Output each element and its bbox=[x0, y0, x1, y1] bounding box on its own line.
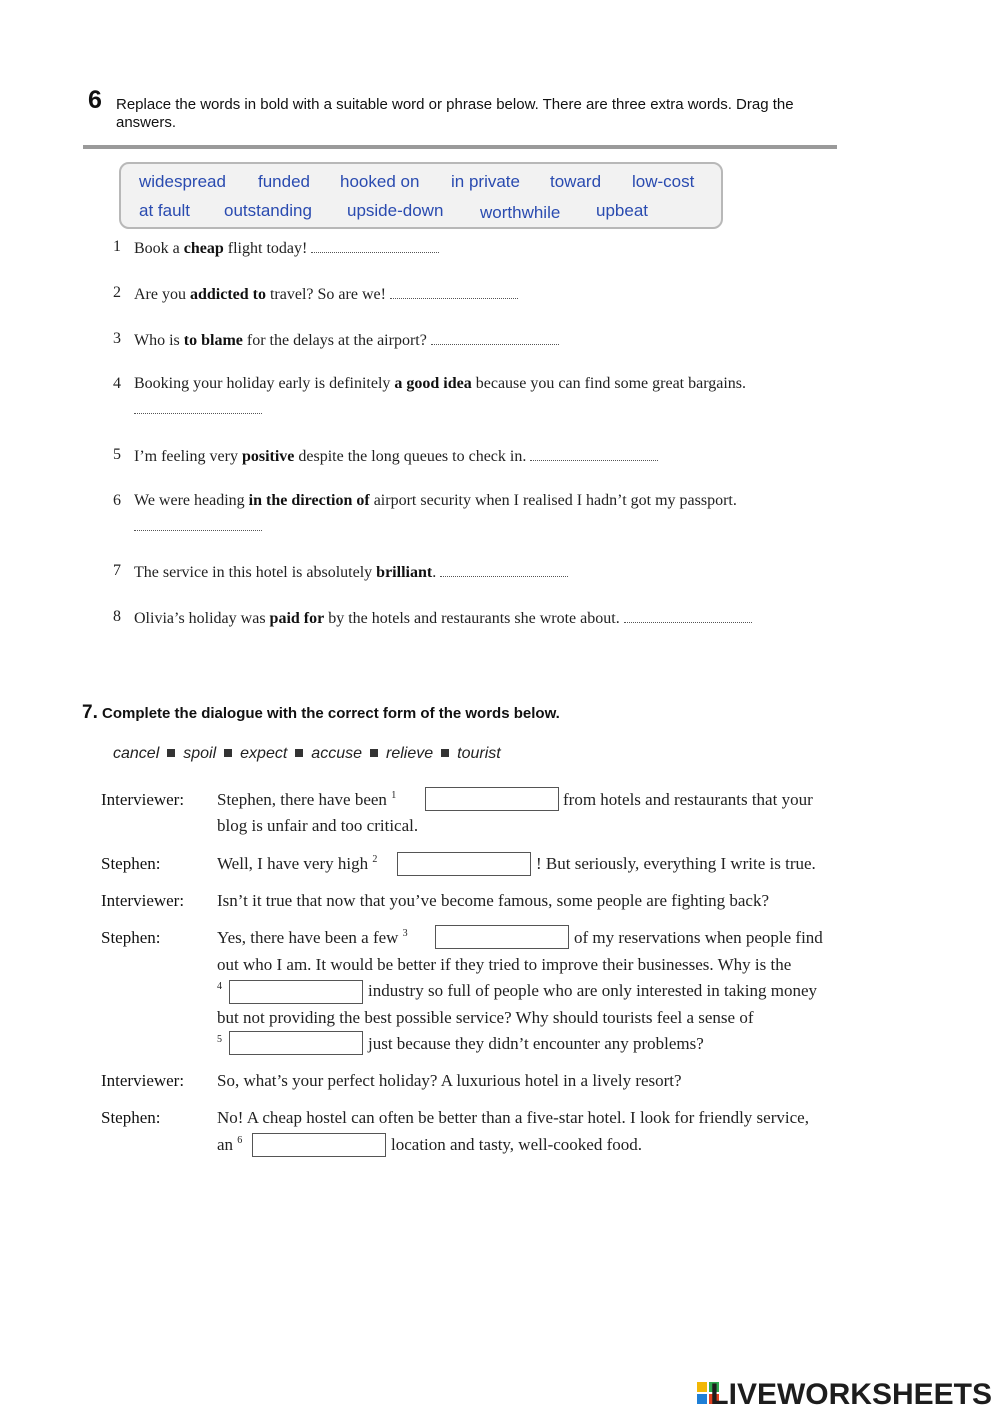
word-list-item: expect bbox=[240, 745, 288, 762]
speaker-label: Interviewer: bbox=[101, 1071, 185, 1090]
exercise-7-number: 7. bbox=[82, 702, 98, 723]
dialogue-line: No! A cheap hostel can often be better than a five-star hotel. I look for friendly service, bbox=[217, 1108, 809, 1127]
gap-number: 5 bbox=[217, 1034, 222, 1045]
square-bullet-icon bbox=[167, 749, 175, 757]
speaker-label: Interviewer: bbox=[101, 790, 185, 809]
speaker-label: Stephen: bbox=[101, 854, 161, 873]
word-list-item: tourist bbox=[457, 745, 501, 762]
exercise-7-instructions: Complete the dialogue with the correct form of the words below. bbox=[102, 705, 560, 722]
word-bank-item[interactable]: upside-down bbox=[347, 201, 444, 220]
square-bullet-icon bbox=[295, 749, 303, 757]
word-bank-item[interactable]: hooked on bbox=[340, 172, 420, 191]
dialogue-line: Isn’t it true that now that you’ve become famous, some people are fighting back? bbox=[217, 891, 770, 910]
bold-phrase: to blame bbox=[183, 332, 243, 349]
speaker-label: Interviewer: bbox=[101, 891, 185, 910]
gap-number: 2 bbox=[372, 854, 378, 865]
item-text: Are you addicted to travel? So are we! bbox=[134, 284, 518, 304]
item-text: We were heading in the direction of airport security when I realised I hadn’t got my passport. bbox=[134, 492, 737, 509]
bold-phrase: cheap bbox=[183, 240, 224, 257]
word-bank-item[interactable]: at fault bbox=[139, 201, 191, 220]
dialogue-line: Stephen, there have been $^1$ bbox=[217, 790, 397, 809]
answer-drop-zone[interactable] bbox=[134, 413, 262, 414]
word-list-item: relieve bbox=[386, 745, 434, 762]
liveworksheets-logo: LIVEWORKSHEETS bbox=[710, 1378, 992, 1411]
speaker-label: Stephen: bbox=[101, 1108, 161, 1127]
gap-4-input[interactable] bbox=[229, 980, 363, 1004]
exercise-6-number: 6 bbox=[88, 86, 102, 114]
bold-phrase: a good idea bbox=[394, 375, 472, 392]
gap-number: 6 bbox=[237, 1135, 243, 1146]
bold-phrase: in the direction of bbox=[248, 492, 370, 509]
item-number: 5 bbox=[113, 446, 121, 463]
word-bank-item[interactable]: toward bbox=[550, 172, 602, 191]
item-number: 3 bbox=[113, 330, 121, 347]
exercise-7-heading bbox=[82, 702, 560, 724]
item-number: 7 bbox=[113, 562, 121, 579]
dialogue-line: location and tasty, well-cooked food. bbox=[391, 1135, 642, 1154]
item-text: Who is to blame for the delays at the airport? bbox=[134, 330, 559, 350]
word-list-item: spoil bbox=[183, 745, 217, 762]
answer-drop-zone[interactable] bbox=[134, 530, 262, 531]
divider bbox=[83, 145, 837, 149]
item-text: Book a cheap flight today! bbox=[134, 238, 439, 258]
exercise-7-word-list bbox=[113, 745, 501, 763]
gap-number: 3 bbox=[402, 928, 408, 939]
gap-1-input[interactable] bbox=[425, 787, 559, 811]
answer-drop-zone[interactable] bbox=[390, 284, 518, 299]
dialogue-line: from hotels and restaurants that your bbox=[563, 790, 813, 809]
speaker-label: Stephen: bbox=[101, 928, 161, 947]
dialogue-line: out who I am. It would be better if they tried to improve their businesses. Why is the bbox=[217, 955, 792, 974]
gap-5-input[interactable] bbox=[229, 1031, 363, 1055]
gap-6-input[interactable] bbox=[252, 1133, 386, 1157]
word-list-item: accuse bbox=[311, 745, 362, 762]
word-bank-item[interactable]: upbeat bbox=[596, 201, 648, 220]
dialogue-line: Well, I have very high $^2$ bbox=[217, 854, 378, 873]
square-bullet-icon bbox=[370, 749, 378, 757]
dialogue-line: blog is unfair and too critical. bbox=[217, 816, 419, 835]
item-text: Olivia’s holiday was paid for by the hotels and restaurants she wrote about. bbox=[134, 608, 752, 628]
dialogue-line: industry so full of people who are only interested in taking money bbox=[368, 981, 817, 1000]
dialogue-line bbox=[217, 981, 222, 1001]
word-bank-item[interactable]: low-cost bbox=[632, 172, 695, 191]
bold-phrase: addicted to bbox=[189, 286, 266, 303]
item-number: 8 bbox=[113, 608, 121, 625]
item-text: Booking your holiday early is definitely a good idea because you can find some great bargains. bbox=[134, 375, 747, 392]
bold-phrase: paid for bbox=[269, 610, 325, 627]
square-bullet-icon bbox=[224, 749, 232, 757]
item-text: The service in this hotel is absolutely brilliant. bbox=[134, 562, 568, 582]
dialogue-line: Yes, there have been a few $^3$ bbox=[217, 928, 408, 947]
item-number: 2 bbox=[113, 284, 121, 301]
gap-2-input[interactable] bbox=[397, 852, 531, 876]
gap-number: 1 bbox=[391, 790, 397, 801]
answer-drop-zone[interactable] bbox=[530, 446, 658, 461]
bold-phrase: positive bbox=[241, 448, 295, 465]
dialogue-line: just because they didn’t encounter any problems? bbox=[368, 1034, 704, 1053]
bold-phrase: brilliant bbox=[376, 564, 433, 581]
answer-drop-zone[interactable] bbox=[311, 238, 439, 253]
item-number: 4 bbox=[113, 375, 121, 392]
square-bullet-icon bbox=[441, 749, 449, 757]
dialogue-line: an $^6$ bbox=[217, 1135, 243, 1154]
word-bank-item[interactable]: in private bbox=[451, 172, 520, 191]
word-list-item: cancel bbox=[113, 745, 160, 762]
word-bank-item[interactable]: worthwhile bbox=[480, 203, 561, 222]
exercise-6-instructions: Replace the words in bold with a suitable word or phrase below. There are three extra words. Drag the answers. bbox=[116, 96, 794, 131]
dialogue-line bbox=[217, 1034, 222, 1054]
dialogue-line: ! But seriously, everything I write is true. bbox=[536, 854, 816, 873]
answer-drop-zone[interactable] bbox=[431, 330, 559, 345]
gap-number: 4 bbox=[217, 981, 222, 992]
answer-drop-zone[interactable] bbox=[624, 608, 752, 623]
item-number: 1 bbox=[113, 238, 121, 255]
dialogue-line: So, what’s your perfect holiday? A luxurious hotel in a lively resort? bbox=[217, 1071, 682, 1090]
item-text: I’m feeling very positive despite the long queues to check in. bbox=[134, 446, 658, 466]
gap-3-input[interactable] bbox=[435, 925, 569, 949]
item-number: 6 bbox=[113, 492, 121, 509]
dialogue-line: of my reservations when people find bbox=[574, 928, 823, 947]
word-bank-item[interactable]: funded bbox=[258, 172, 310, 191]
dialogue-line: but not providing the best possible service? Why should tourists feel a sense of bbox=[217, 1008, 754, 1027]
word-bank-item[interactable]: outstanding bbox=[224, 201, 312, 220]
word-bank bbox=[119, 162, 723, 229]
word-bank-item[interactable]: widespread bbox=[139, 172, 226, 191]
answer-drop-zone[interactable] bbox=[440, 562, 568, 577]
